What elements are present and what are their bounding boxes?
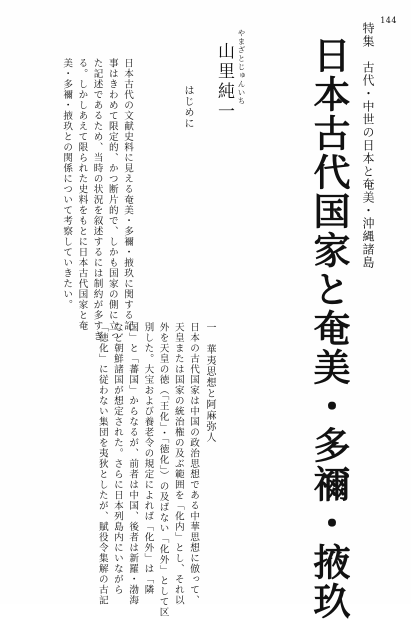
intro-line: る。しかしあえて限られた史料をもとに日本古代国家と奄	[76, 58, 88, 331]
intro-heading: はじめに	[182, 85, 193, 129]
section-1-line: 別した。大宝および養老令の規定によれば「化外」は「隣	[142, 322, 154, 595]
section-1-heading: 一 華夷思想と阿麻弥人	[204, 322, 215, 443]
page-title: 日本古代国家と奄美・多禰・掖玖	[307, 36, 351, 621]
intro-line: た記述であるため、当時の状況を叙述するには制約が多すぎ	[91, 58, 103, 342]
intro-line: 美・多禰・掖玖との関係について考察していきたい。	[61, 58, 73, 310]
section-1-line: 日本の古代国家は中国の政治思想である中華思想に倣って、	[188, 322, 199, 606]
section-1-line: 外を天皇の徳（「王化」・「徳化」）の及ばない「化外」として区	[157, 322, 169, 618]
author-ruby: やまざとじゅんいち	[237, 29, 246, 106]
intro-line: 日本古代の文献史料に見える奄美・多禰・掖玖に関する記	[122, 58, 133, 331]
intro-paragraph	[59, 58, 135, 342]
feature-label: 特集 古代・中世の日本と奄美・沖縄諸島	[361, 22, 375, 269]
section-1-paragraph	[95, 322, 201, 618]
section-1-line: 天皇または国家の統治権の及ぶ範囲を「化内」とし、それ以	[172, 322, 184, 606]
section-1-line: など朝鮮諸国が想定された。さらに日本列島内にいながら	[111, 322, 123, 595]
author-name: 山里純一	[214, 42, 234, 122]
section-1-line: 「徳化」に従わない集団を夷狄としたが、賦役令集解の古記	[96, 322, 108, 606]
page-number: 144	[380, 16, 397, 25]
intro-line: 事はきわめて限定的、かつ断片的で、しかも国家の側に立っ	[106, 58, 118, 342]
section-1-line: 国」と「蕃国」からなるが、前者は中国、後者は新羅・渤海	[127, 322, 139, 606]
